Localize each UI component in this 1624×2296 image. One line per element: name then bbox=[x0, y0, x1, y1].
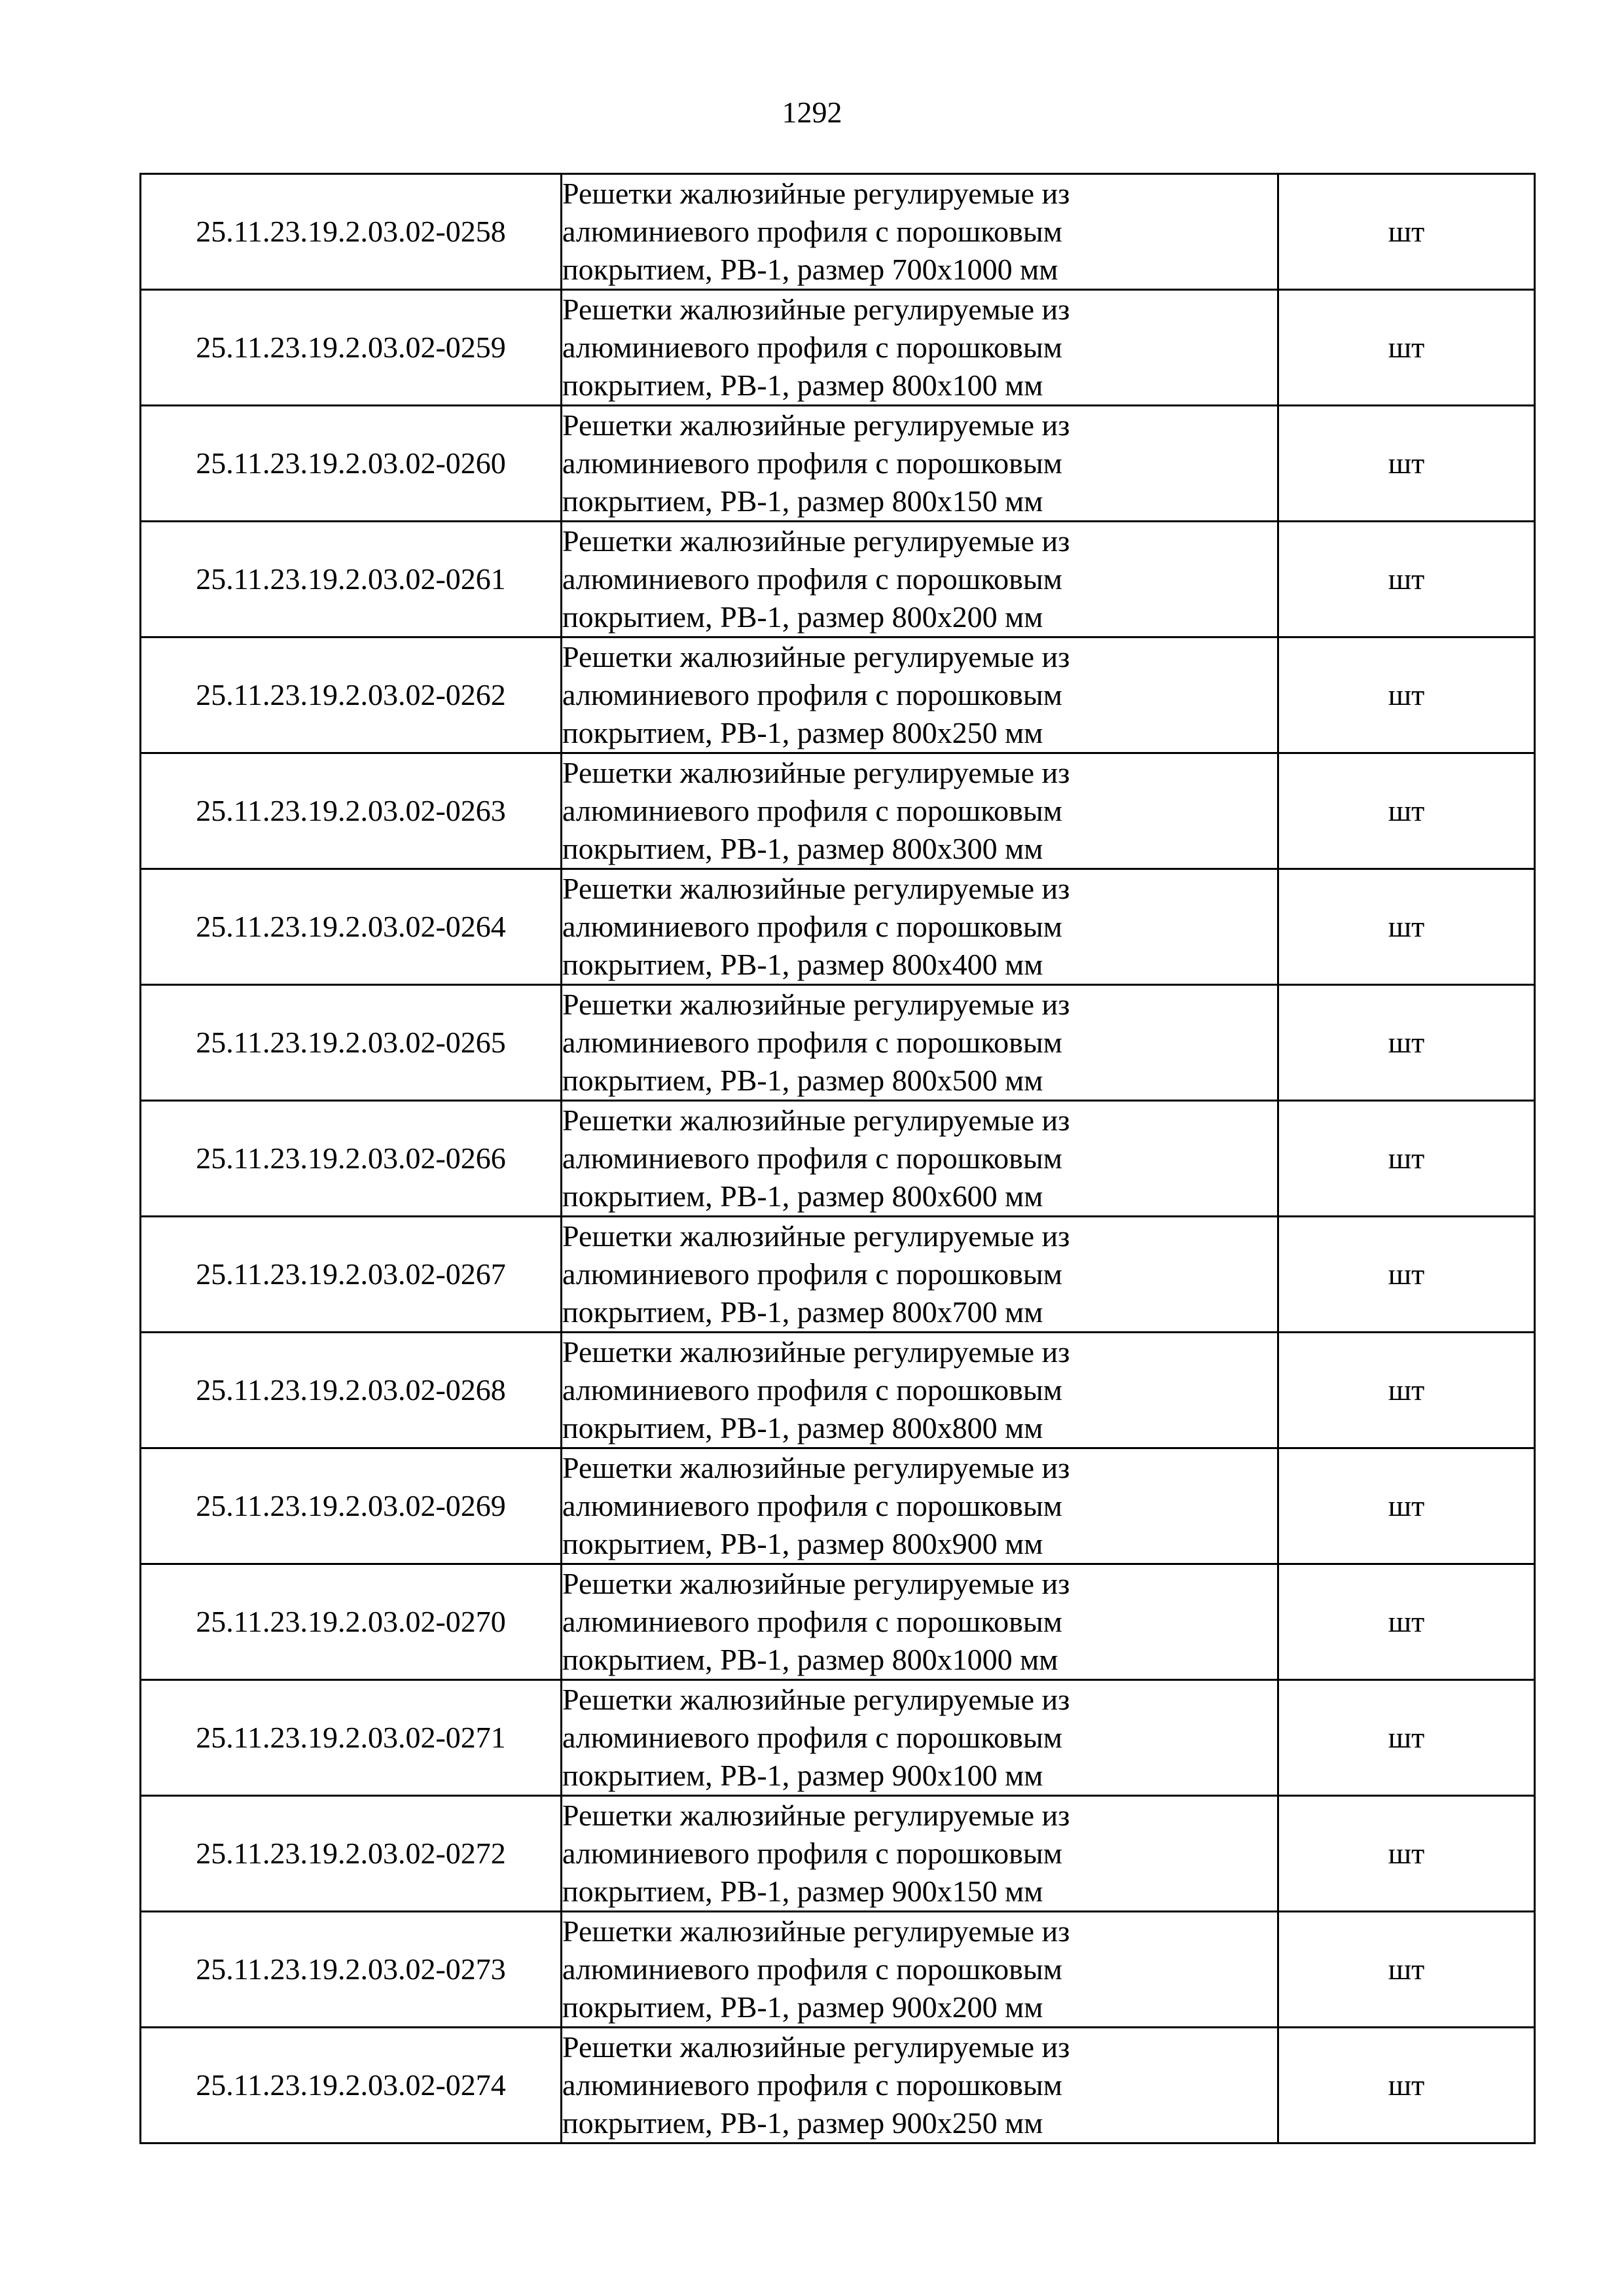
resource-table-body bbox=[141, 174, 1535, 2144]
resource-code-cell bbox=[141, 1680, 562, 1796]
description-line: покрытием, РВ-1, размер 900х100 мм bbox=[562, 1759, 1043, 1792]
resource-code: 25.11.23.19.2.03.02-0272 bbox=[196, 1837, 506, 1870]
unit-of-measure: шт bbox=[1388, 446, 1425, 480]
resource-code-cell bbox=[141, 290, 562, 406]
resource-description-cell bbox=[562, 753, 1278, 869]
description-line: покрытием, РВ-1, размер 800х800 мм bbox=[562, 1411, 1043, 1444]
resource-code-cell bbox=[141, 522, 562, 637]
description-line: Решетки жалюзийные регулируемые из bbox=[562, 1683, 1070, 1716]
unit-of-measure: шт bbox=[1388, 562, 1425, 596]
resource-code: 25.11.23.19.2.03.02-0273 bbox=[196, 1952, 506, 1986]
unit-cell bbox=[1278, 406, 1535, 522]
description-line: алюминиевого профиля с порошковым bbox=[562, 1721, 1062, 1754]
resource-code-cell bbox=[141, 1333, 562, 1448]
description-line: покрытием, РВ-1, размер 900х250 мм bbox=[562, 2106, 1043, 2140]
description-line: Решетки жалюзийные регулируемые из bbox=[562, 1914, 1070, 1948]
resource-code-cell bbox=[141, 753, 562, 869]
resource-code-cell bbox=[141, 1448, 562, 1564]
description-line: Решетки жалюзийные регулируемые из bbox=[562, 640, 1070, 673]
description-line: алюминиевого профиля с порошковым bbox=[562, 1026, 1062, 1059]
unit-cell bbox=[1278, 637, 1535, 753]
resource-description-cell bbox=[562, 1796, 1278, 1912]
resource-code: 25.11.23.19.2.03.02-0271 bbox=[196, 1721, 506, 1754]
description-line: Решетки жалюзийные регулируемые из bbox=[562, 756, 1070, 789]
description-line: алюминиевого профиля с порошковым bbox=[562, 1257, 1062, 1291]
description-line: Решетки жалюзийные регулируемые из bbox=[562, 293, 1070, 326]
unit-of-measure: шт bbox=[1388, 1721, 1425, 1754]
unit-of-measure: шт bbox=[1388, 215, 1425, 248]
table-row bbox=[141, 985, 1535, 1101]
unit-cell bbox=[1278, 1680, 1535, 1796]
description-line: Решетки жалюзийные регулируемые из bbox=[562, 177, 1070, 210]
description-line: алюминиевого профиля с порошковым bbox=[562, 446, 1062, 480]
description-line: покрытием, РВ-1, размер 800х1000 мм bbox=[562, 1643, 1058, 1676]
resource-code: 25.11.23.19.2.03.02-0274 bbox=[196, 2068, 506, 2102]
table-row bbox=[141, 637, 1535, 753]
description-line: алюминиевого профиля с порошковым bbox=[562, 1373, 1062, 1407]
resource-code: 25.11.23.19.2.03.02-0267 bbox=[196, 1257, 506, 1291]
resource-description-cell bbox=[562, 1912, 1278, 2028]
description-line: алюминиевого профиля с порошковым bbox=[562, 1489, 1062, 1522]
unit-of-measure: шт bbox=[1388, 2068, 1425, 2102]
unit-cell bbox=[1278, 174, 1535, 290]
table-row bbox=[141, 406, 1535, 522]
resource-code-cell bbox=[141, 1564, 562, 1680]
unit-of-measure: шт bbox=[1388, 1489, 1425, 1522]
unit-cell bbox=[1278, 1101, 1535, 1217]
unit-of-measure: шт bbox=[1388, 1141, 1425, 1175]
resource-code-cell bbox=[141, 985, 562, 1101]
resource-description-cell bbox=[562, 985, 1278, 1101]
resource-code: 25.11.23.19.2.03.02-0268 bbox=[196, 1373, 506, 1407]
table-row bbox=[141, 290, 1535, 406]
description-line: Решетки жалюзийные регулируемые из bbox=[562, 1103, 1070, 1137]
description-line: Решетки жалюзийные регулируемые из bbox=[562, 1451, 1070, 1484]
unit-of-measure: шт bbox=[1388, 1605, 1425, 1638]
table-row bbox=[141, 753, 1535, 869]
description-line: покрытием, РВ-1, размер 800х900 мм bbox=[562, 1527, 1043, 1560]
description-line: покрытием, РВ-1, размер 800х400 мм bbox=[562, 948, 1043, 981]
resource-code-cell bbox=[141, 1912, 562, 2028]
table-row bbox=[141, 174, 1535, 290]
description-line: покрытием, РВ-1, размер 800х600 мм bbox=[562, 1179, 1043, 1213]
unit-cell bbox=[1278, 290, 1535, 406]
description-line: покрытием, РВ-1, размер 800х700 мм bbox=[562, 1295, 1043, 1329]
table-row bbox=[141, 1796, 1535, 1912]
description-line: покрытием, РВ-1, размер 900х150 мм bbox=[562, 1874, 1043, 1908]
unit-cell bbox=[1278, 1333, 1535, 1448]
resource-description-cell bbox=[562, 522, 1278, 637]
description-line: Решетки жалюзийные регулируемые из bbox=[562, 872, 1070, 905]
table-row bbox=[141, 522, 1535, 637]
unit-of-measure: шт bbox=[1388, 331, 1425, 364]
table-row bbox=[141, 869, 1535, 985]
description-line: Решетки жалюзийные регулируемые из bbox=[562, 1335, 1070, 1369]
unit-of-measure: шт bbox=[1388, 794, 1425, 827]
unit-of-measure: шт bbox=[1388, 1837, 1425, 1870]
resource-code: 25.11.23.19.2.03.02-0270 bbox=[196, 1605, 506, 1638]
description-line: алюминиевого профиля с порошковым bbox=[562, 1837, 1062, 1870]
description-line: алюминиевого профиля с порошковым bbox=[562, 794, 1062, 827]
description-line: Решетки жалюзийные регулируемые из bbox=[562, 988, 1070, 1021]
resource-description-cell bbox=[562, 174, 1278, 290]
resource-code-cell bbox=[141, 1796, 562, 1912]
unit-cell bbox=[1278, 1796, 1535, 1912]
unit-of-measure: шт bbox=[1388, 678, 1425, 711]
description-line: Решетки жалюзийные регулируемые из bbox=[562, 1219, 1070, 1253]
unit-of-measure: шт bbox=[1388, 1952, 1425, 1986]
unit-cell bbox=[1278, 1564, 1535, 1680]
resource-description-cell bbox=[562, 1217, 1278, 1333]
description-line: алюминиевого профиля с порошковым bbox=[562, 910, 1062, 943]
description-line: алюминиевого профиля с порошковым bbox=[562, 678, 1062, 711]
unit-cell bbox=[1278, 522, 1535, 637]
unit-of-measure: шт bbox=[1388, 1373, 1425, 1407]
unit-cell bbox=[1278, 2028, 1535, 2144]
description-line: Решетки жалюзийные регулируемые из bbox=[562, 524, 1070, 558]
description-line: алюминиевого профиля с порошковым bbox=[562, 1952, 1062, 1986]
resource-description-cell bbox=[562, 869, 1278, 985]
description-line: алюминиевого профиля с порошковым bbox=[562, 331, 1062, 364]
table-row bbox=[141, 1217, 1535, 1333]
resource-code-cell bbox=[141, 2028, 562, 2144]
resource-description-cell bbox=[562, 1333, 1278, 1448]
table-row bbox=[141, 2028, 1535, 2144]
table-row bbox=[141, 1101, 1535, 1217]
description-line: алюминиевого профиля с порошковым bbox=[562, 562, 1062, 596]
description-line: алюминиевого профиля с порошковым bbox=[562, 1141, 1062, 1175]
resource-description-cell bbox=[562, 1101, 1278, 1217]
page-number: 1292 bbox=[782, 96, 842, 129]
unit-cell bbox=[1278, 985, 1535, 1101]
resource-code-cell bbox=[141, 406, 562, 522]
resource-code: 25.11.23.19.2.03.02-0265 bbox=[196, 1026, 506, 1059]
unit-of-measure: шт bbox=[1388, 1026, 1425, 1059]
description-line: алюминиевого профиля с порошковым bbox=[562, 1605, 1062, 1638]
description-line: покрытием, РВ-1, размер 700х1000 мм bbox=[562, 253, 1058, 286]
resource-code: 25.11.23.19.2.03.02-0260 bbox=[196, 446, 506, 480]
description-line: покрытием, РВ-1, размер 800х500 мм bbox=[562, 1064, 1043, 1097]
resource-code-cell bbox=[141, 174, 562, 290]
resource-code: 25.11.23.19.2.03.02-0262 bbox=[196, 678, 506, 711]
resource-code-cell bbox=[141, 869, 562, 985]
description-line: Решетки жалюзийные регулируемые из bbox=[562, 1567, 1070, 1600]
table-row bbox=[141, 1912, 1535, 2028]
resource-table bbox=[139, 173, 1536, 2144]
description-line: покрытием, РВ-1, размер 800х150 мм bbox=[562, 484, 1043, 518]
table-row bbox=[141, 1564, 1535, 1680]
resource-description-cell bbox=[562, 1680, 1278, 1796]
description-line: алюминиевого профиля с порошковым bbox=[562, 2068, 1062, 2102]
description-line: покрытием, РВ-1, размер 800х200 мм bbox=[562, 600, 1043, 634]
resource-code: 25.11.23.19.2.03.02-0258 bbox=[196, 215, 506, 248]
table-row bbox=[141, 1333, 1535, 1448]
resource-code: 25.11.23.19.2.03.02-0266 bbox=[196, 1141, 506, 1175]
resource-code: 25.11.23.19.2.03.02-0261 bbox=[196, 562, 506, 596]
resource-code-cell bbox=[141, 1217, 562, 1333]
table-row bbox=[141, 1680, 1535, 1796]
unit-cell bbox=[1278, 753, 1535, 869]
resource-description-cell bbox=[562, 637, 1278, 753]
description-line: покрытием, РВ-1, размер 800х100 мм bbox=[562, 368, 1043, 402]
unit-cell bbox=[1278, 1448, 1535, 1564]
resource-description-cell bbox=[562, 1448, 1278, 1564]
description-line: покрытием, РВ-1, размер 800х300 мм bbox=[562, 832, 1043, 865]
description-line: алюминиевого профиля с порошковым bbox=[562, 215, 1062, 248]
description-line: Решетки жалюзийные регулируемые из bbox=[562, 1799, 1070, 1832]
unit-cell bbox=[1278, 869, 1535, 985]
unit-of-measure: шт bbox=[1388, 910, 1425, 943]
resource-code: 25.11.23.19.2.03.02-0264 bbox=[196, 910, 506, 943]
resource-code: 25.11.23.19.2.03.02-0259 bbox=[196, 331, 506, 364]
resource-code-cell bbox=[141, 1101, 562, 1217]
table-row bbox=[141, 1448, 1535, 1564]
resource-code: 25.11.23.19.2.03.02-0263 bbox=[196, 794, 506, 827]
description-line: покрытием, РВ-1, размер 900х200 мм bbox=[562, 1990, 1043, 2024]
resource-description-cell bbox=[562, 406, 1278, 522]
resource-code-cell bbox=[141, 637, 562, 753]
resource-description-cell bbox=[562, 290, 1278, 406]
description-line: Решетки жалюзийные регулируемые из bbox=[562, 2030, 1070, 2064]
description-line: Решетки жалюзийные регулируемые из bbox=[562, 408, 1070, 442]
description-line: покрытием, РВ-1, размер 800х250 мм bbox=[562, 716, 1043, 749]
unit-of-measure: шт bbox=[1388, 1257, 1425, 1291]
resource-code: 25.11.23.19.2.03.02-0269 bbox=[196, 1489, 506, 1522]
resource-description-cell bbox=[562, 1564, 1278, 1680]
resource-description-cell bbox=[562, 2028, 1278, 2144]
unit-cell bbox=[1278, 1912, 1535, 2028]
unit-cell bbox=[1278, 1217, 1535, 1333]
